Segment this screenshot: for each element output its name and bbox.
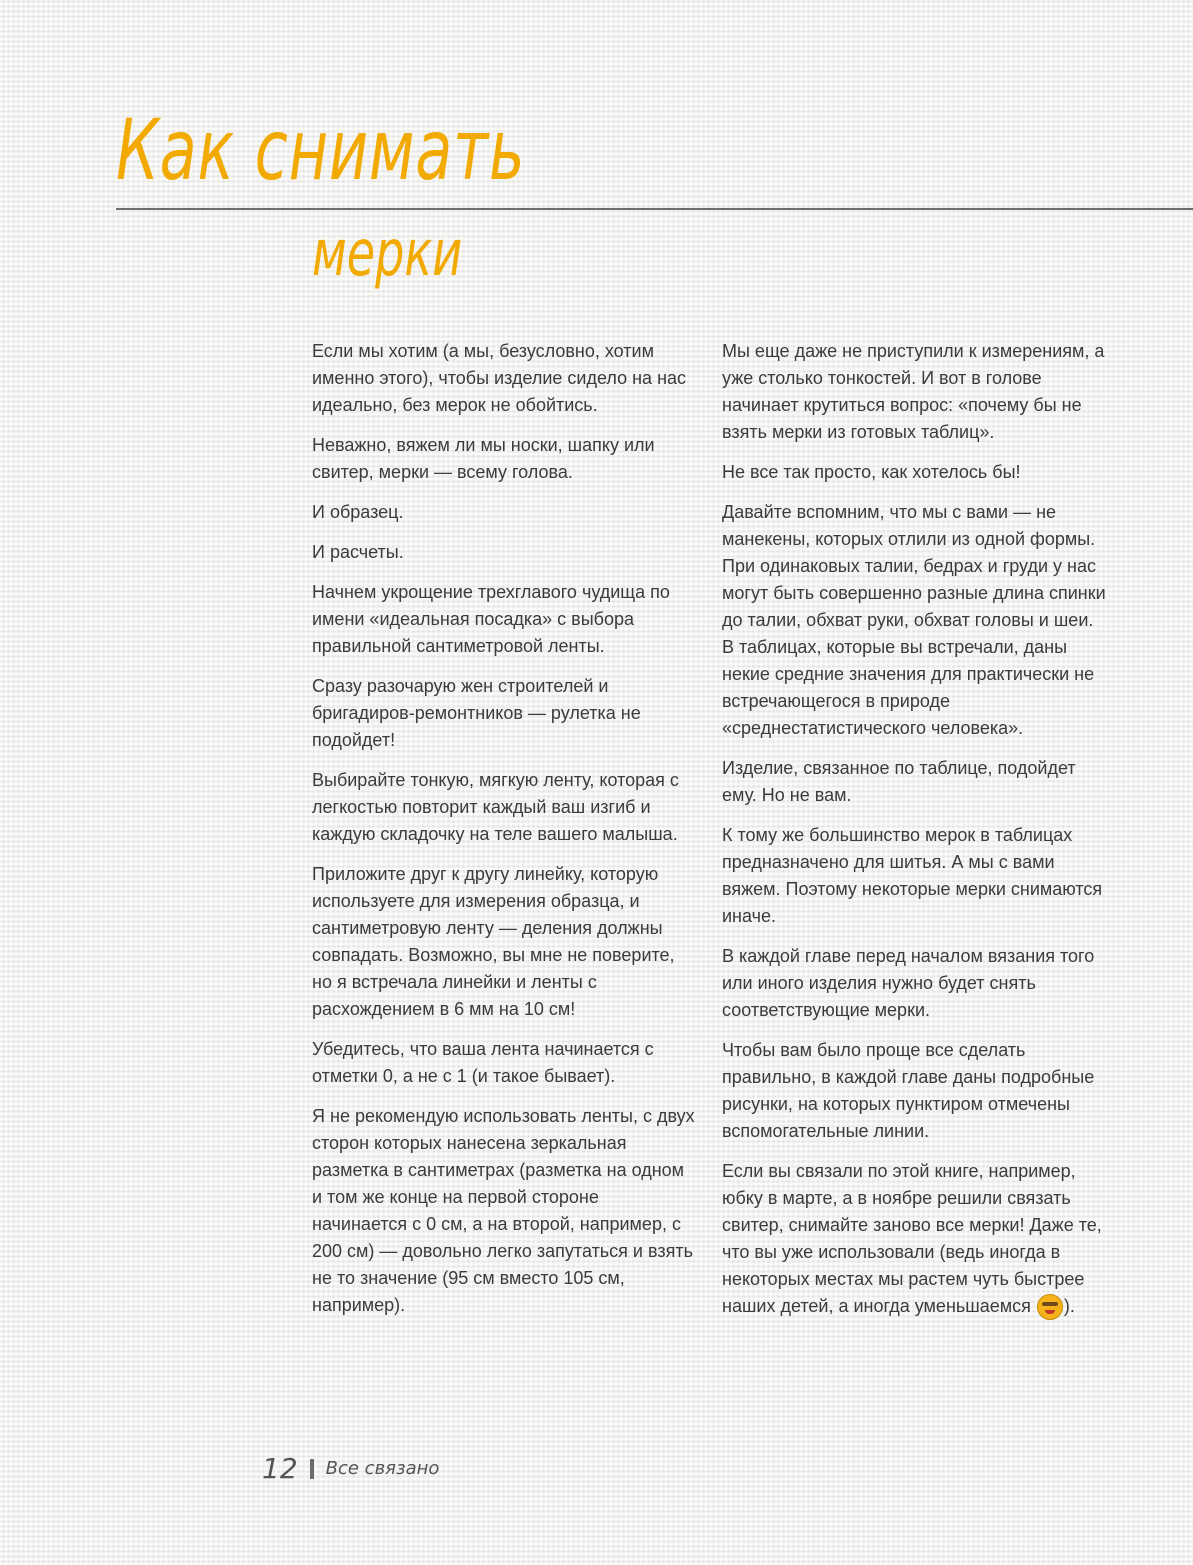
paragraph: Убедитесь, что ваша лента начинается с отметки 0, а не с 1 (и такое бывает).: [312, 1039, 654, 1086]
page-footer: [262, 1452, 439, 1485]
paragraph: Неважно, вяжем ли мы носки, шапку или свитер, мерки — всему голова.: [312, 435, 655, 482]
paragraph-tail: ).: [1063, 1296, 1075, 1316]
paragraph: Изделие, связанное по таблице, подойдет ему. Но не вам.: [722, 758, 1076, 805]
page-subtitle: мерки: [312, 217, 463, 291]
paragraph: Давайте вспомним, что мы с вами — не манекены, которых отлили из одной формы. При одинаковых талии, бедрах и груди у нас могут быть совершенно разные длина спинки до талии, обхват руки, обхват головы и шеи. В таблицах, которые вы встречали, даны некие средние значения для практически не встречающегося в природе «среднестатистического человека».: [722, 502, 1106, 738]
right-column: [722, 338, 1106, 1333]
paragraph: И образец.: [312, 502, 404, 522]
paragraph: Я не рекомендую использовать ленты, с двух сторон которых нанесена зеркальная разметка в сантиметрах (разметка на одном и том же конце на первой стороне начинается с 0 см, а на второй, например, с 200 см) — довольно легко запутаться и взять не то значение (95 см вместо 105 см, например).: [312, 1106, 695, 1315]
laughing-face-icon: [1037, 1294, 1063, 1320]
paragraph: И расчеты.: [312, 542, 404, 562]
paragraph: Мы еще даже не приступили к измерениям, а уже столько тонкостей. И вот в голове начинает крутиться вопрос: «почему бы не взять мерки из готовых таблиц».: [722, 341, 1105, 442]
paragraph-last: [722, 1158, 1106, 1320]
paragraph: К тому же большинство мерок в таблицах предназначено для шитья. А мы с вами вяжем. Поэтому некоторые мерки снимаются иначе.: [722, 825, 1103, 926]
paragraph: Не все так просто, как хотелось бы!: [722, 462, 1021, 482]
paragraph: Выбирайте тонкую, мягкую ленту, которая с легкостью повторит каждый ваш изгиб и каждую складочку на теле вашего малыша.: [312, 770, 679, 844]
title-divider: [116, 208, 1193, 210]
paragraph: Если мы хотим (а мы, безусловно, хотим именно этого), чтобы изделие сидело на нас идеально, без мерок не обойтись.: [312, 341, 687, 415]
paragraph: Приложите друг к другу линейку, которую используете для измерения образца, и сантиметровую ленту — деления должны совпадать. Возможно, вы мне не поверите, но я встречала линейки и ленты с расхождением в 6 мм на 10 см!: [312, 864, 675, 1019]
paragraph: В каждой главе перед началом вязания того или иного изделия нужно будет снять соответствующие мерки.: [722, 946, 1095, 1020]
footer-separator: [310, 1459, 314, 1479]
book-title: Все связано: [325, 1458, 440, 1479]
page-number: 12: [262, 1452, 298, 1485]
paragraph-text: Если вы связали по этой книге, например, юбку в марте, а в ноябре решили связать свитер, снимайте заново все мерки! Даже те, что вы уже использовали (ведь иногда в некоторых местах мы растем чуть быстрее наших детей, а иногда уменьшаемся: [722, 1161, 1102, 1316]
left-column: [312, 338, 696, 1332]
page-title: Как снимать: [116, 101, 526, 199]
paragraph: Сразу разочарую жен строителей и бригадиров-ремонтников — рулетка не подойдет!: [312, 676, 641, 750]
paragraph: Чтобы вам было проще все сделать правильно, в каждой главе даны подробные рисунки, на которых пунктиром отмечены вспомогательные линии.: [722, 1040, 1095, 1141]
paragraph: Начнем укрощение трехглавого чудища по имени «идеальная посадка» с выбора правильной сантиметровой ленты.: [312, 582, 670, 656]
